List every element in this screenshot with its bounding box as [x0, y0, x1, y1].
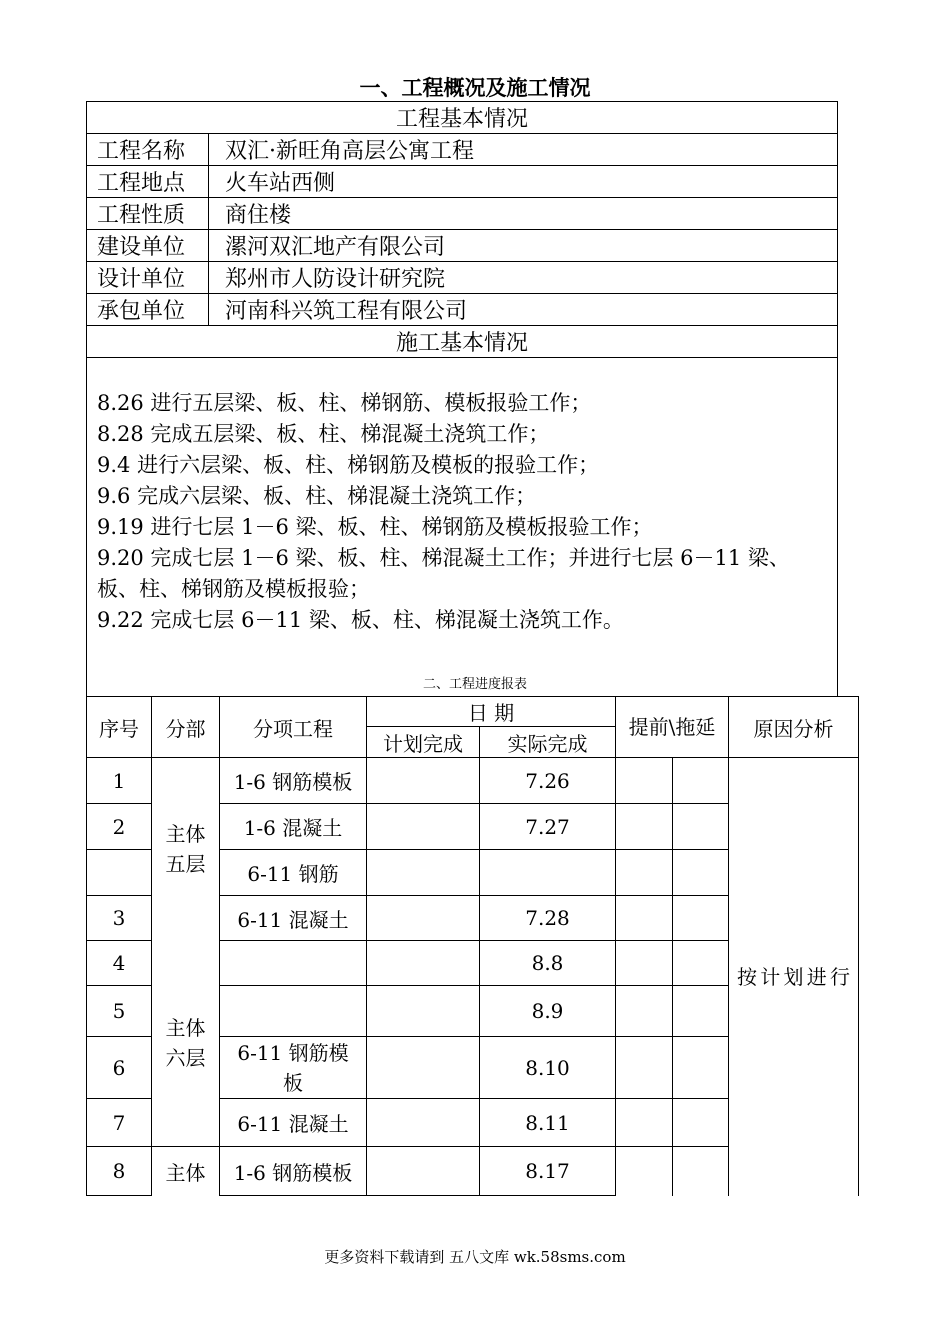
footer-note: 更多资料下载请到 五八文库 wk.58sms.com	[324, 1248, 626, 1266]
page-title: 一、工程概况及施工情况	[359, 75, 591, 100]
actual-cell	[480, 850, 616, 896]
basic-info-header: 工程基本情况	[87, 102, 838, 134]
delay-cell	[673, 758, 729, 804]
info-label: 承包单位	[87, 294, 209, 326]
actual-cell: 8.11	[480, 1099, 616, 1147]
item-cell: 1-6 钢筋模板	[220, 758, 367, 804]
actual-cell: 7.28	[480, 896, 616, 941]
advance-cell	[616, 1099, 673, 1147]
seq-cell: 6	[87, 1037, 152, 1099]
col-seq: 序号	[87, 697, 152, 758]
construction-log	[87, 358, 838, 697]
info-row	[87, 134, 838, 166]
delay-cell	[673, 1147, 729, 1196]
item-cell	[220, 986, 367, 1037]
info-row	[87, 166, 838, 198]
col-planned: 计划完成	[367, 727, 480, 758]
actual-cell: 8.8	[480, 941, 616, 986]
advance-cell	[616, 758, 673, 804]
progress-table	[86, 696, 859, 1196]
item-cell: 6-11 混凝土	[220, 896, 367, 941]
col-reason: 原因分析	[729, 697, 859, 758]
item-cell: 6-11 钢筋	[220, 850, 367, 896]
delay-cell	[673, 850, 729, 896]
info-row	[87, 262, 838, 294]
reason-cell: 按计划进行	[729, 758, 859, 1196]
info-label: 建设单位	[87, 230, 209, 262]
delay-cell	[673, 804, 729, 850]
info-value: 商住楼	[209, 198, 838, 230]
log-line: 8.26 进行五层梁、板、柱、梯钢筋、模板报验工作；	[97, 391, 592, 415]
seq-cell: 5	[87, 986, 152, 1037]
table-row	[87, 758, 859, 804]
info-value: 双汇·新旺角高层公寓工程	[209, 134, 838, 166]
log-line: 9.22 完成七层 6－11 梁、板、柱、梯混凝土浇筑工作。	[97, 608, 624, 632]
advance-cell	[616, 986, 673, 1037]
info-value: 河南科兴筑工程有限公司	[209, 294, 838, 326]
basic-info-table	[86, 101, 838, 697]
col-delay: 提前\拖延	[616, 697, 729, 758]
seq-cell: 3	[87, 896, 152, 941]
actual-cell: 8.9	[480, 986, 616, 1037]
col-item: 分项工程	[220, 697, 367, 758]
actual-cell: 7.26	[480, 758, 616, 804]
log-line: 9.6 完成六层梁、板、柱、梯混凝土浇筑工作；	[97, 484, 537, 508]
info-label: 工程性质	[87, 198, 209, 230]
info-value: 火车站西侧	[209, 166, 838, 198]
progress-subtitle: 二、工程进度报表	[422, 677, 527, 692]
item-cell: 6-11 混凝土	[220, 1099, 367, 1147]
info-label: 设计单位	[87, 262, 209, 294]
delay-cell	[673, 1099, 729, 1147]
col-date: 日 期	[367, 697, 616, 727]
info-row	[87, 294, 838, 326]
advance-cell	[616, 804, 673, 850]
info-row	[87, 230, 838, 262]
group-cell: 主体	[152, 1147, 220, 1196]
delay-cell	[673, 986, 729, 1037]
seq-cell	[87, 850, 152, 896]
advance-cell	[616, 896, 673, 941]
info-label: 工程地点	[87, 166, 209, 198]
info-value: 郑州市人防设计研究院	[209, 262, 838, 294]
col-actual: 实际完成	[480, 727, 616, 758]
seq-cell: 8	[87, 1147, 152, 1196]
seq-cell: 7	[87, 1099, 152, 1147]
advance-cell	[616, 1147, 673, 1196]
planned-cell	[367, 758, 480, 804]
seq-cell: 2	[87, 804, 152, 850]
info-row	[87, 198, 838, 230]
info-label: 工程名称	[87, 134, 209, 166]
seq-cell: 1	[87, 758, 152, 804]
delay-cell	[673, 1037, 729, 1099]
delay-cell	[673, 941, 729, 986]
col-part: 分部	[152, 697, 220, 758]
group-cell: 主体六层	[152, 941, 220, 1147]
planned-cell	[367, 850, 480, 896]
advance-cell	[616, 850, 673, 896]
item-cell: 6-11 钢筋模板	[220, 1037, 367, 1099]
info-value: 漯河双汇地产有限公司	[209, 230, 838, 262]
item-cell: 1-6 钢筋模板	[220, 1147, 367, 1196]
construction-header: 施工基本情况	[87, 326, 838, 358]
planned-cell	[367, 1099, 480, 1147]
actual-cell: 7.27	[480, 804, 616, 850]
planned-cell	[367, 986, 480, 1037]
advance-cell	[616, 941, 673, 986]
log-line: 9.19 进行七层 1－6 梁、板、柱、梯钢筋及模板报验工作；	[97, 515, 653, 539]
planned-cell	[367, 1037, 480, 1099]
actual-cell: 8.10	[480, 1037, 616, 1099]
planned-cell	[367, 941, 480, 986]
planned-cell	[367, 1147, 480, 1196]
group-cell: 主体五层	[152, 758, 220, 941]
actual-cell: 8.17	[480, 1147, 616, 1196]
item-cell: 1-6 混凝土	[220, 804, 367, 850]
log-line: 9.20 完成七层 1－6 梁、板、柱、梯混凝土工作；并进行七层 6－11 梁、板、柱、梯钢筋及模板报验；	[97, 546, 790, 601]
planned-cell	[367, 804, 480, 850]
seq-cell: 4	[87, 941, 152, 986]
log-line: 8.28 完成五层梁、板、柱、梯混凝土浇筑工作；	[97, 422, 550, 446]
delay-cell	[673, 896, 729, 941]
log-line: 9.4 进行六层梁、板、柱、梯钢筋及模板的报验工作；	[97, 453, 600, 477]
advance-cell	[616, 1037, 673, 1099]
item-cell	[220, 941, 367, 986]
planned-cell	[367, 896, 480, 941]
